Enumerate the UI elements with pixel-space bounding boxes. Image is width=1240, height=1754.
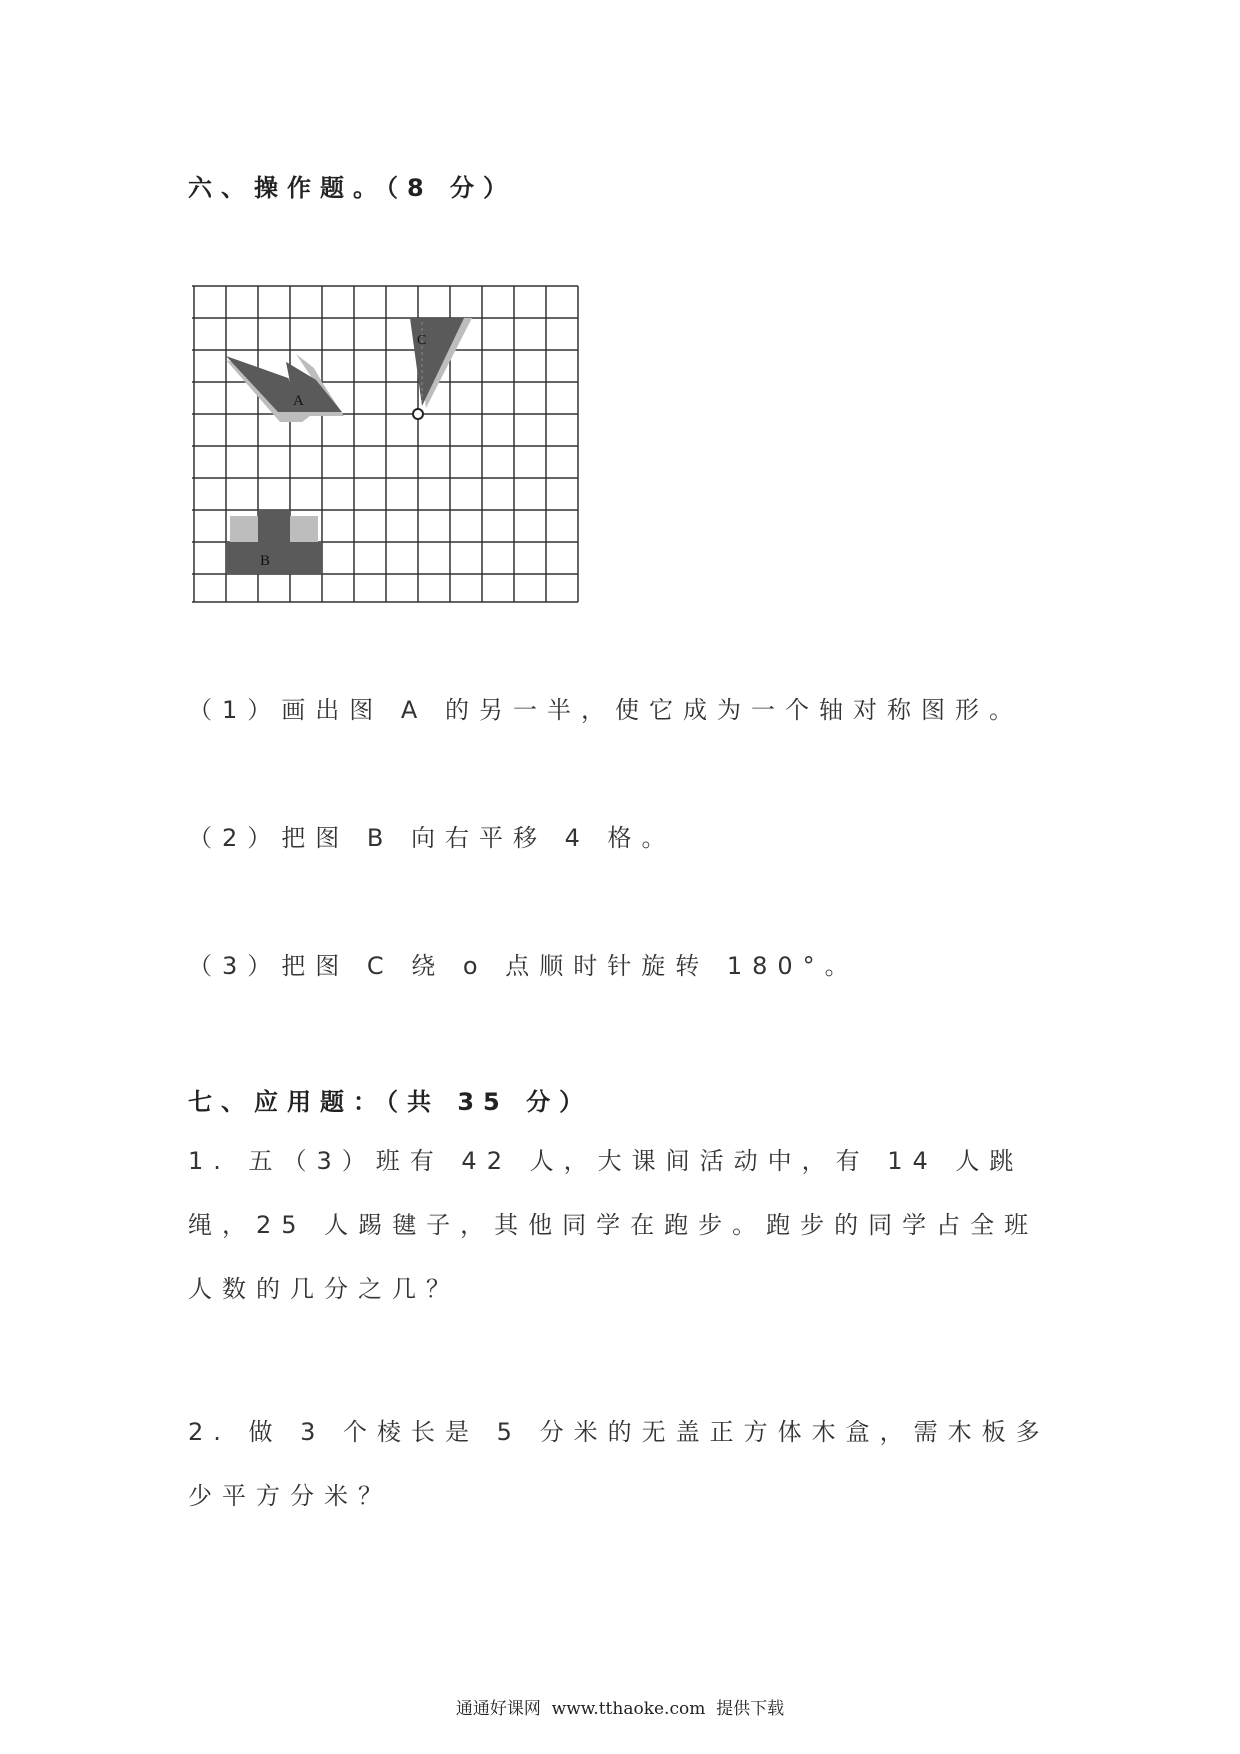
label-a: A	[293, 393, 304, 409]
problem-1: 1. 五（3）班有 42 人，大课间活动中，有 14 人跳绳，25 人踢毽子，其他同学在跑步。跑步的同学占全班人数的几分之几？	[188, 1147, 1039, 1303]
point-o	[413, 409, 423, 419]
label-c: C	[417, 333, 427, 348]
problem-2: 2. 做 3 个棱长是 5 分米的无盖正方体木盒，需木板多少平方分米？	[188, 1418, 1050, 1510]
question-1: （1）画出图 A 的另一半，使它成为一个轴对称图形。	[188, 696, 1023, 724]
footer-source: 通通好课网 www.tthaoke.com 提供下载	[455, 1699, 785, 1719]
shape-a	[226, 356, 342, 412]
shape-b-stem	[258, 510, 290, 542]
question-2: （2）把图 B 向右平移 4 格。	[188, 824, 676, 852]
section-7-heading: 七、应用题：（共 35 分）	[188, 1088, 593, 1116]
label-b: B	[260, 553, 271, 569]
shape-b-bar	[226, 542, 322, 574]
grid-figure	[192, 282, 580, 606]
section-6-heading: 六、操作题。（8 分）	[188, 174, 517, 202]
question-3: （3）把图 C 绕 o 点顺时针旋转 180°。	[188, 952, 859, 980]
